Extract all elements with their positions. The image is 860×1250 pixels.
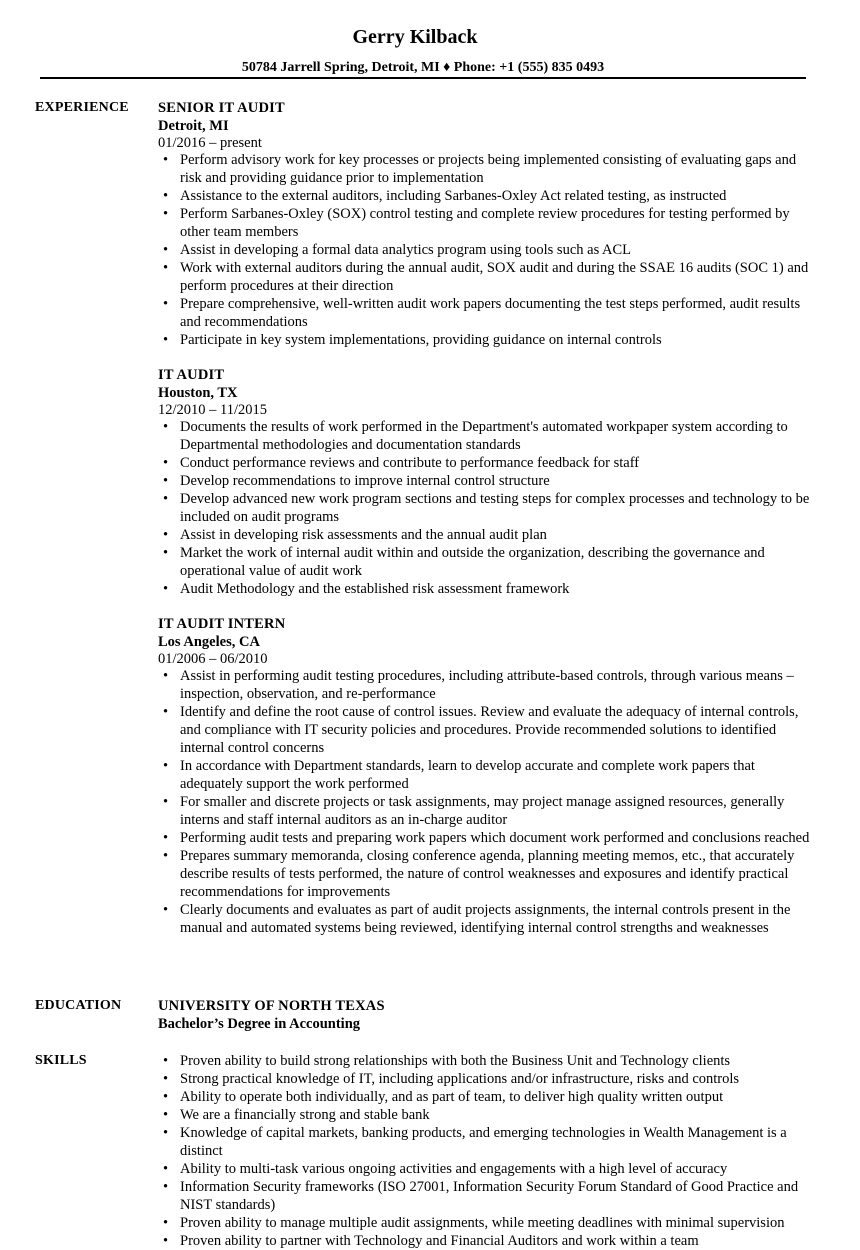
list-item: • Ability to multi-task various ongoing activities and engagements with a high level of accuracy [180, 1160, 813, 1178]
list-item: • Assist in developing a formal data analytics program using tools such as ACL [180, 241, 813, 259]
job-title: SENIOR IT AUDIT [158, 100, 285, 116]
job-entry [158, 615, 813, 937]
list-item: • Proven ability to build strong relationships with both the Business Unit and Technology clients [180, 1052, 813, 1070]
job-location: Detroit, MI [158, 118, 229, 134]
job-bullets [158, 418, 813, 598]
section-label-experience: EXPERIENCE [35, 100, 129, 115]
list-item: • Proven ability to manage multiple audit assignments, while meeting deadlines with minimal supervision [180, 1214, 813, 1232]
job-entry [158, 99, 813, 349]
job-dates: 01/2016 – present [158, 135, 262, 151]
list-item: • Knowledge of capital markets, banking products, and emerging technologies in Wealth Management is a distinct [180, 1124, 813, 1160]
job-bullets [158, 667, 813, 937]
job-title: IT AUDIT INTERN [158, 616, 286, 632]
list-item: • For smaller and discrete projects or task assignments, may project manage assigned resources, generally interns and staff internal auditors as an in-charge auditor [180, 793, 813, 829]
list-item: • Develop recommendations to improve internal control structure [180, 472, 813, 490]
list-item: • Documents the results of work performed in the Department's automated workpaper system according to Departmental methodologies and documentation standards [180, 418, 813, 454]
education-entry [158, 997, 813, 1033]
list-item: • Perform advisory work for key processes or projects being implemented consisting of evaluating gaps and risk and providing guidance prior to implementation [180, 151, 813, 187]
contact-line: 50784 Jarrell Spring, Detroit, MI ♦ Phone: +1 (555) 835 0493 [241, 60, 605, 75]
job-bullets [158, 151, 813, 349]
list-item: • Information Security frameworks (ISO 27001, Information Security Forum Standard of Good Practice and NIST standards) [180, 1178, 813, 1214]
list-item: • In accordance with Department standards, learn to develop accurate and complete work papers that adequately support the work performed [180, 757, 813, 793]
list-item: • Develop advanced new work program sections and testing steps for complex processes and technology to be included on audit programs [180, 490, 813, 526]
list-item: • Prepare comprehensive, well-written audit work papers documenting the test steps performed, audit results and recommendations [180, 295, 813, 331]
list-item: • Ability to operate both individually, and as part of team, to deliver high quality written output [180, 1088, 813, 1106]
list-item: • Conduct performance reviews and contribute to performance feedback for staff [180, 454, 813, 472]
skills-list [158, 1052, 813, 1250]
degree: Bachelor’s Degree in Accounting [158, 1016, 361, 1032]
job-entry [158, 366, 813, 598]
list-item: • Identify and define the root cause of control issues. Review and evaluate the adequacy of internal controls, and compliance with IT security policies and procedures. Provide recommended solutions to identified internal control concerns [180, 703, 813, 757]
list-item: • Assist in developing risk assessments and the annual audit plan [180, 526, 813, 544]
list-item: • Perform Sarbanes-Oxley (SOX) control testing and complete review procedures for testing performed by other team members [180, 205, 813, 241]
section-label-education: EDUCATION [35, 998, 122, 1013]
list-item: • Proven ability to partner with Technology and Financial Auditors and work within a team [180, 1232, 813, 1250]
job-location: Los Angeles, CA [158, 634, 260, 650]
skills-bullets [158, 1052, 813, 1250]
candidate-name: Gerry Kilback [352, 26, 478, 48]
job-title: IT AUDIT [158, 367, 225, 383]
school-name: UNIVERSITY OF NORTH TEXAS [158, 998, 385, 1014]
list-item: • Assist in performing audit testing procedures, including attribute-based controls, through various means – inspection, observation, and re-performance [180, 667, 813, 703]
section-label-skills: SKILLS [35, 1053, 87, 1068]
list-item: • We are a financially strong and stable bank [180, 1106, 813, 1124]
list-item: • Market the work of internal audit within and outside the organization, describing the governance and operational value of audit work [180, 544, 813, 580]
header-divider [40, 77, 806, 79]
list-item: • Assistance to the external auditors, including Sarbanes-Oxley Act related testing, as instructed [180, 187, 813, 205]
list-item: • Participate in key system implementations, providing guidance on internal controls [180, 331, 813, 349]
list-item: • Clearly documents and evaluates as part of audit projects assignments, the internal controls present in the manual and automated systems being reviewed, identifying internal control strengths and weaknesses [180, 901, 813, 937]
job-dates: 12/2010 – 11/2015 [158, 402, 268, 418]
job-location: Houston, TX [158, 385, 238, 401]
list-item: • Work with external auditors during the annual audit, SOX audit and during the SSAE 16 audits (SOC 1) and perform procedures at their direction [180, 259, 813, 295]
list-item: • Audit Methodology and the established risk assessment framework [180, 580, 813, 598]
job-dates: 01/2006 – 06/2010 [158, 651, 268, 667]
list-item: • Performing audit tests and preparing work papers which document work performed and conclusions reached [180, 829, 813, 847]
list-item: • Prepares summary memoranda, closing conference agenda, planning meeting memos, etc., that accurately describe results of tests performed, the nature of control weaknesses and exposures and identify practical recommendations for improvements [180, 847, 813, 901]
list-item: • Strong practical knowledge of IT, including applications and/or infrastructure, risks and controls [180, 1070, 813, 1088]
experience-list [158, 99, 813, 954]
